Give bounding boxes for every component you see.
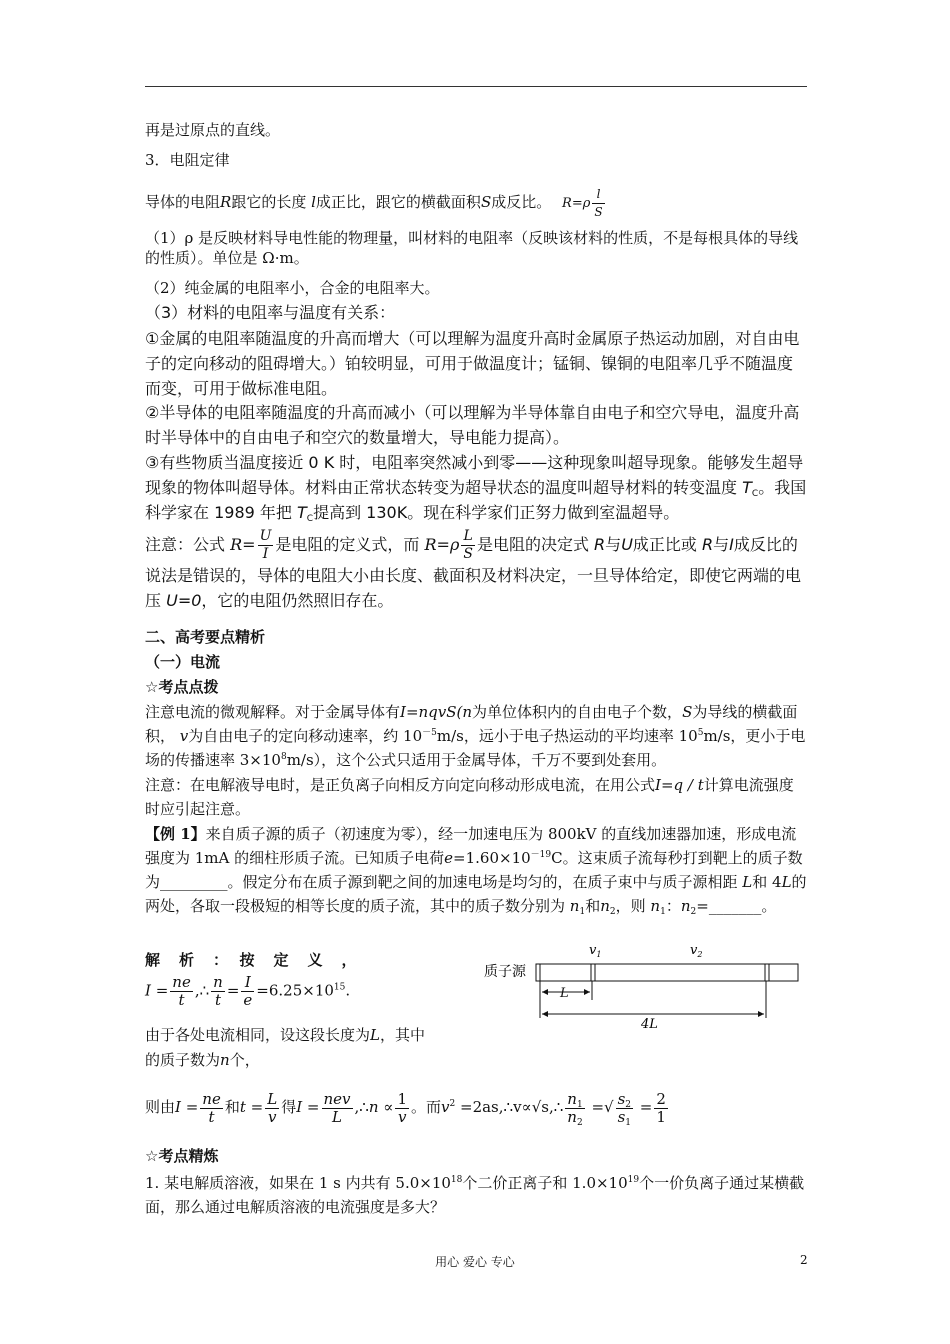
proton-source-label: 质子源 bbox=[484, 964, 526, 980]
accelerator-tube bbox=[536, 964, 798, 981]
heading-2: 二、高考要点精析 bbox=[145, 628, 266, 646]
note-paragraph: 注意：公式 R= $\frac{U}{I}$ 是电阻的定义式，而 R=ρ $\frac{L}{S}$ 是电阻的决定式 R与U成正比或 R与I成反比的说法是错误的，导体的电阻大小由长度、截面积及材料决定，一旦导体给定，即使它两端的电压 U=0，它的电阻仍然照旧存在。 bbox=[145, 528, 802, 610]
section-heading: 3．电阻定律 bbox=[145, 151, 230, 169]
solution-formula-2: 则由I = $\frac{ne}{t}$ 和t = $\frac{L}{v}$ 得I = $\frac{\text{nev}}{L}$ ,∴n ∝ $\frac{1}{v}$ 。而$v^2$ =2as,∴v∝√s,∴ $\frac{n_1}{n_2}$ =√ $\frac{s_2}{s_1}$ = $\frac{2}{1}$ bbox=[145, 1089, 666, 1128]
heading-current: （一）电流 bbox=[145, 653, 221, 671]
4L-label: 4L bbox=[641, 1017, 658, 1032]
footer-text: 用心 爱心 专心 bbox=[435, 1255, 515, 1269]
heading-tips: ☆考点点拨 bbox=[145, 678, 219, 696]
resistance-law-line: 导体的电阻R跟它的长度 l成正比，跟它的横截面积S成反比。 R=ρ $\frac{l}{S}$ bbox=[145, 186, 607, 221]
electrolyte-note: 注意：在电解液导电时，是正负离子向相反方向定向移动形成电流，在用公式I=q / t计算电流强度时应引起注意。 bbox=[145, 776, 794, 818]
4L-arrowhead-left bbox=[542, 1011, 548, 1017]
L-arrowhead-right bbox=[584, 989, 590, 995]
solution-formula-1: I = $\frac{ne}{t}$ ,∴ $\frac{n}{t}$ = $\frac{I}{e}$ $=6.25\times 10^{15}$. bbox=[145, 973, 351, 1009]
solution-line-2: 的质子数为n个， bbox=[145, 1051, 260, 1069]
solution-line-1: 由于各处电流相同，设这段长度为L，其中 bbox=[145, 1026, 425, 1044]
L-label: L bbox=[560, 986, 569, 1001]
L-arrowhead-left bbox=[542, 989, 548, 995]
v2-label: $v_2$ bbox=[690, 943, 703, 959]
heading-practice: ☆考点精炼 bbox=[145, 1147, 219, 1165]
example-1: 【例 1】来自质子源的质子（初速度为零），经一加速电压为 800kV 的直线加速器加速，形成电流强度为 1mA 的细柱形质子流。已知质子电荷$e=1.60\times 10^{-19}C$。这束质子流每秒打到靶上的质子数为_________。假定分布在质子源到靶之间的加速电场是均匀的，在质子束中与质子源相距 L和 4L的两处，各取一段极短的相等长度的质子流，其中的质子数分别为 $n_1$和$n_2$，则 $n_1$：$n_2=\_\_\_\_\_\_\_$。 bbox=[145, 825, 807, 917]
4L-arrowhead-right bbox=[758, 1011, 764, 1017]
paragraph-3: （3）材料的电阻率与温度有关系： bbox=[145, 303, 396, 322]
proton-source-diagram bbox=[484, 942, 814, 1032]
page-number: 2 bbox=[800, 1253, 808, 1267]
paragraph-2: （2）纯金属的电阻率小，合金的电阻率大。 bbox=[145, 279, 440, 297]
resistance-formula: R=ρ $\frac{l}{S}$ bbox=[562, 187, 603, 219]
text-line: 再是过原点的直线。 bbox=[145, 121, 281, 139]
practice-question-1: 1. 某电解质溶液，如果在 1 s 内共有 $5.0\times 10^{18}$个二价正离子和 $1.0\times 10^{19}$个一价负离子通过某横截面，那么通过电解质溶液的电流强度是多大？ bbox=[145, 1174, 805, 1216]
current-explanation: 注意电流的微观解释。对于金属导体有I=nqvS(n为单位体积内的自由电子个数，S为导线的横截面积， v为自由电子的定向移动速率，约 $10^{-5}m/s$，远小于电子热运动的平均速率 $10^5m/s$，更小于电场的传播速率 $3\times 10^8m/s$），这个公式只适用于金属导体，千万不要到处套用。 bbox=[145, 703, 806, 769]
paragraph-5: ②半导体的电阻率随温度的升高而减小（可以理解为半导体靠自由电子和空穴导电，温度升高时半导体中的自由电子和空穴的数量增大，导电能力提高）。 bbox=[145, 403, 800, 447]
paragraph-4: ①金属的电阻率随温度的升高而增大（可以理解为温度升高时金属原子热运动加剧，对自由电子的定向移动的阻碍增大。）铂较明显，可用于做温度计；锰铜、镍铜的电阻率几乎不随温度而变，可用于做标准电阻。 bbox=[145, 329, 800, 398]
solution-heading: 解 析 ： 按 定 义 ， bbox=[145, 951, 359, 969]
header-rule bbox=[145, 86, 807, 87]
paragraph-1: （1）ρ 是反映材料导电性能的物理量，叫材料的电阻率（反映该材料的性质，不是每根具体的导线的性质）。单位是 Ω·m。 bbox=[145, 229, 799, 267]
v1-label: $v_1$ bbox=[589, 943, 602, 959]
paragraph-6: ③有些物质当温度接近 0 K 时，电阻率突然减小到零——这种现象叫超导现象。能够发生超导现象的物体叫超导体。材料由正常状态转变为超导状态的温度叫超导材料的转变温度 $T_C$。我国科学家在 1989 年把 $T_C$提高到 130K。现在科学家们正努力做到室温超导。 bbox=[145, 453, 807, 524]
